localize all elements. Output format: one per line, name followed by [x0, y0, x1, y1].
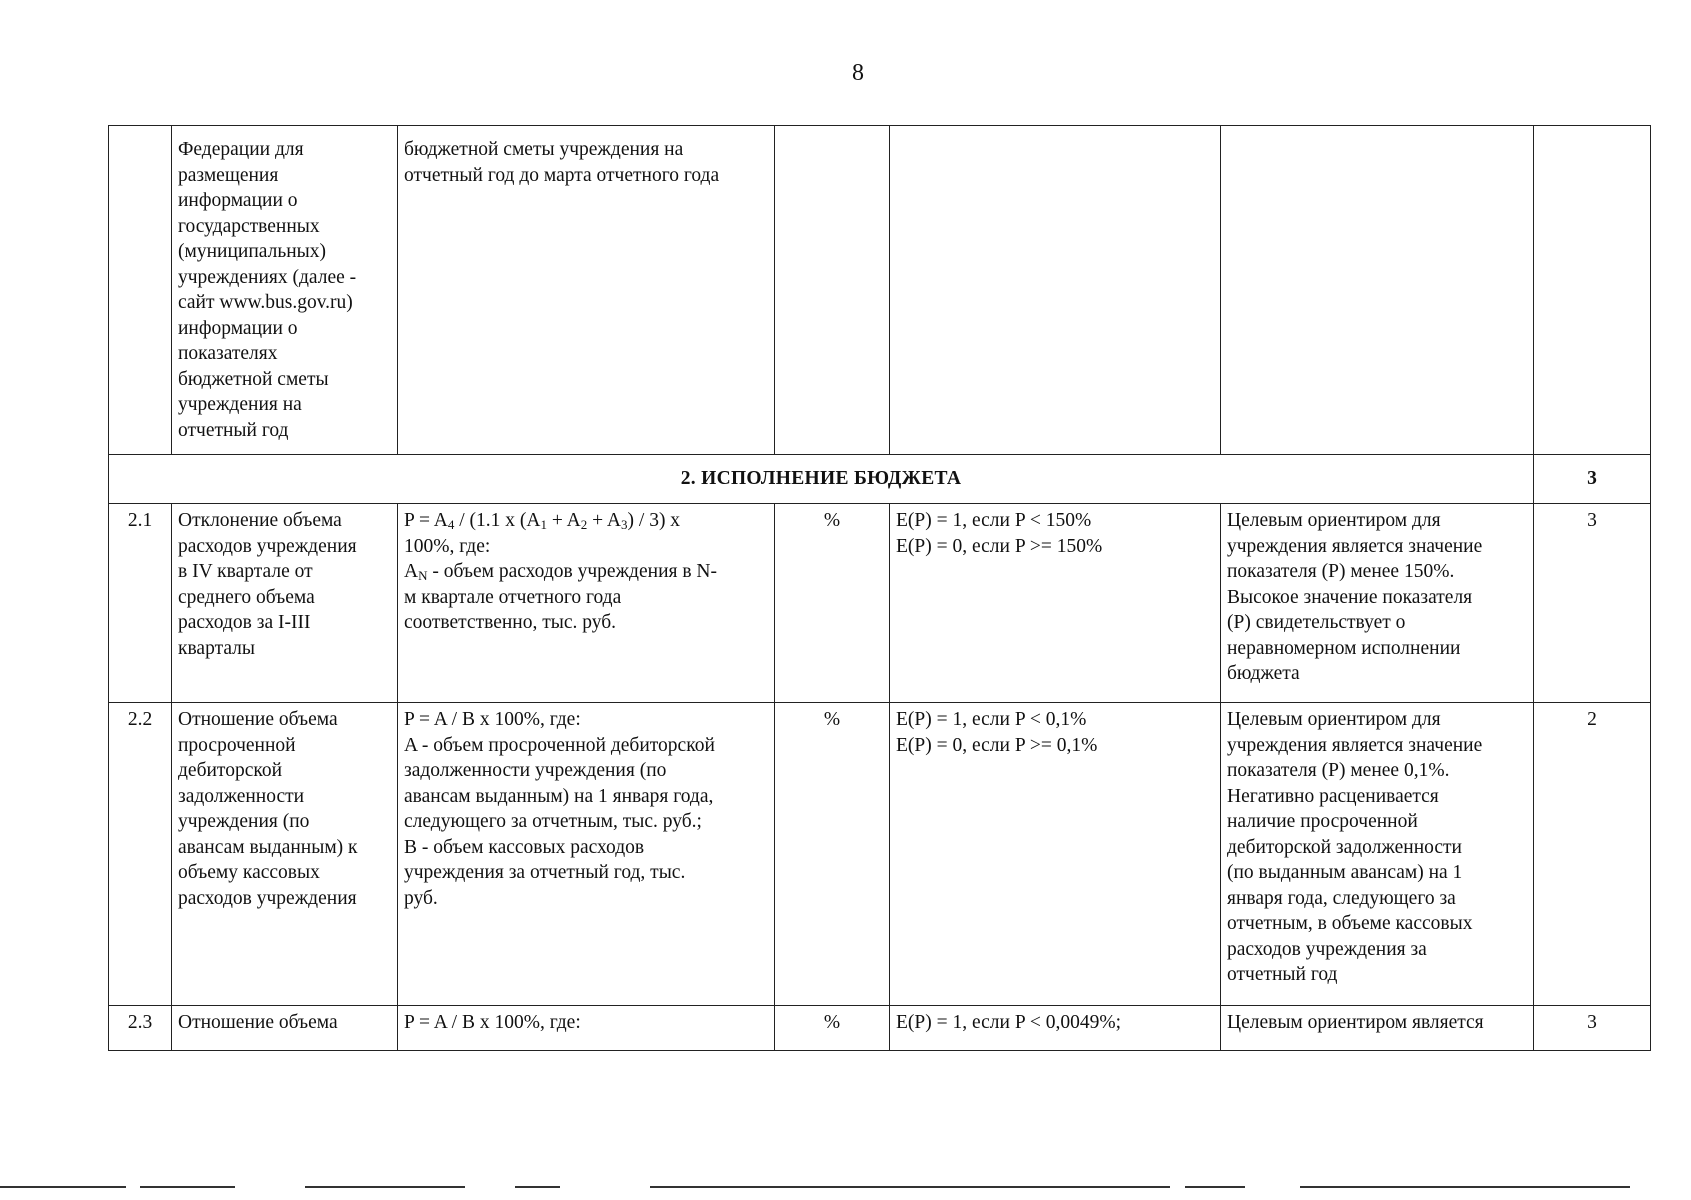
- section-title: 2. ИСПОЛНЕНИЕ БЮДЖЕТА: [109, 455, 1534, 504]
- scan-line: [1300, 1186, 1630, 1188]
- cell-weight: 2: [1534, 703, 1651, 1006]
- cell-weight: [1534, 126, 1651, 455]
- cell-evaluation: [890, 126, 1221, 455]
- cell-weight: 3: [1534, 1006, 1651, 1051]
- cell-comment: Целевым ориентиром является: [1221, 1006, 1534, 1051]
- page-number: 8: [852, 60, 864, 86]
- cell-unit: %: [775, 703, 890, 1006]
- cell-indicator-name: Отношение объема просроченной дебиторской задолженности учреждения (по авансам выданным) к объему кассовых расходов учреждения: [172, 703, 398, 1006]
- scan-line: [140, 1186, 235, 1188]
- cell-formula: $P = A_4 / (1.1$ x $(A_1 + A_2 + A_3) / 3$) x 100%, где: $A_N$ - объем расходов учреждения в N- м квартале отчетного года соответственно, тыс. руб.: [398, 504, 775, 703]
- cell-formula: P = A / B x 100%, где: A - объем просроченной дебиторской задолженности учреждения (по авансам выданным) на 1 января года, следующего за отчетным, тыс. руб.; B - объем кассовых расходов учреждения за отчетный год, тыс. руб.: [398, 703, 775, 1006]
- cell-comment: [1221, 126, 1534, 455]
- scan-line: [305, 1186, 465, 1188]
- cell-evaluation: E(P) = 1, если P < 150% E(P) = 0, если P >= 150%: [890, 504, 1221, 703]
- table-row: [109, 504, 1651, 703]
- cell-number: [109, 126, 172, 455]
- cell-evaluation: E(P) = 1, если P < 0,0049%;: [890, 1006, 1221, 1051]
- scan-line: [0, 1186, 126, 1188]
- table-row: [109, 1006, 1651, 1051]
- cell-unit: [775, 126, 890, 455]
- cell-comment: Целевым ориентиром для учреждения является значение показателя (P) менее 0,1%. Негативно расценивается наличие просроченной дебиторской задолженности (по выданным авансам) на 1 января года, следующего за отчетным, в объеме кассовых расходов учреждения за отчетный год: [1221, 703, 1534, 1006]
- scan-line: [650, 1186, 1170, 1188]
- formula-line: $P = A_4 / (1.1$ x $(A_1 + A_2 + A_3) / 3$) x: [404, 510, 681, 532]
- scan-edge-lines: [0, 1186, 1691, 1190]
- indicators-table: [108, 125, 1651, 1051]
- cell-evaluation: E(P) = 1, если P < 0,1% E(P) = 0, если P >= 0,1%: [890, 703, 1221, 1006]
- cell-number: 2.1: [109, 504, 172, 703]
- cell-number: 2.2: [109, 703, 172, 1006]
- table-row-continuation: [109, 126, 1651, 455]
- cell-indicator-name: Отношение объема: [172, 1006, 398, 1051]
- scan-line: [1185, 1186, 1245, 1188]
- cell-formula: бюджетной сметы учреждения на отчетный год до марта отчетного года: [398, 126, 775, 455]
- table-row: [109, 703, 1651, 1006]
- cell-unit: %: [775, 1006, 890, 1051]
- section-weight: 3: [1534, 455, 1651, 504]
- cell-formula: P = A / B x 100%, где:: [398, 1006, 775, 1051]
- scan-line: [515, 1186, 560, 1188]
- formula-line: $A_N$ - объем расходов учреждения в N-: [404, 561, 718, 583]
- cell-indicator-name: Отклонение объема расходов учреждения в IV квартале от среднего объема расходов за I-III кварталы: [172, 504, 398, 703]
- cell-indicator-name: Федерации для размещения информации о государственных (муниципальных) учреждениях (далее - сайт www.bus.gov.ru) информации о показателях бюджетной сметы учреждения на отчетный год: [172, 126, 398, 455]
- cell-unit: %: [775, 504, 890, 703]
- section-header-row: [109, 455, 1651, 504]
- cell-weight: 3: [1534, 504, 1651, 703]
- cell-number: 2.3: [109, 1006, 172, 1051]
- cell-comment: Целевым ориентиром для учреждения является значение показателя (P) менее 150%. Высокое значение показателя (P) свидетельствует о неравномерном исполнении бюджета: [1221, 504, 1534, 703]
